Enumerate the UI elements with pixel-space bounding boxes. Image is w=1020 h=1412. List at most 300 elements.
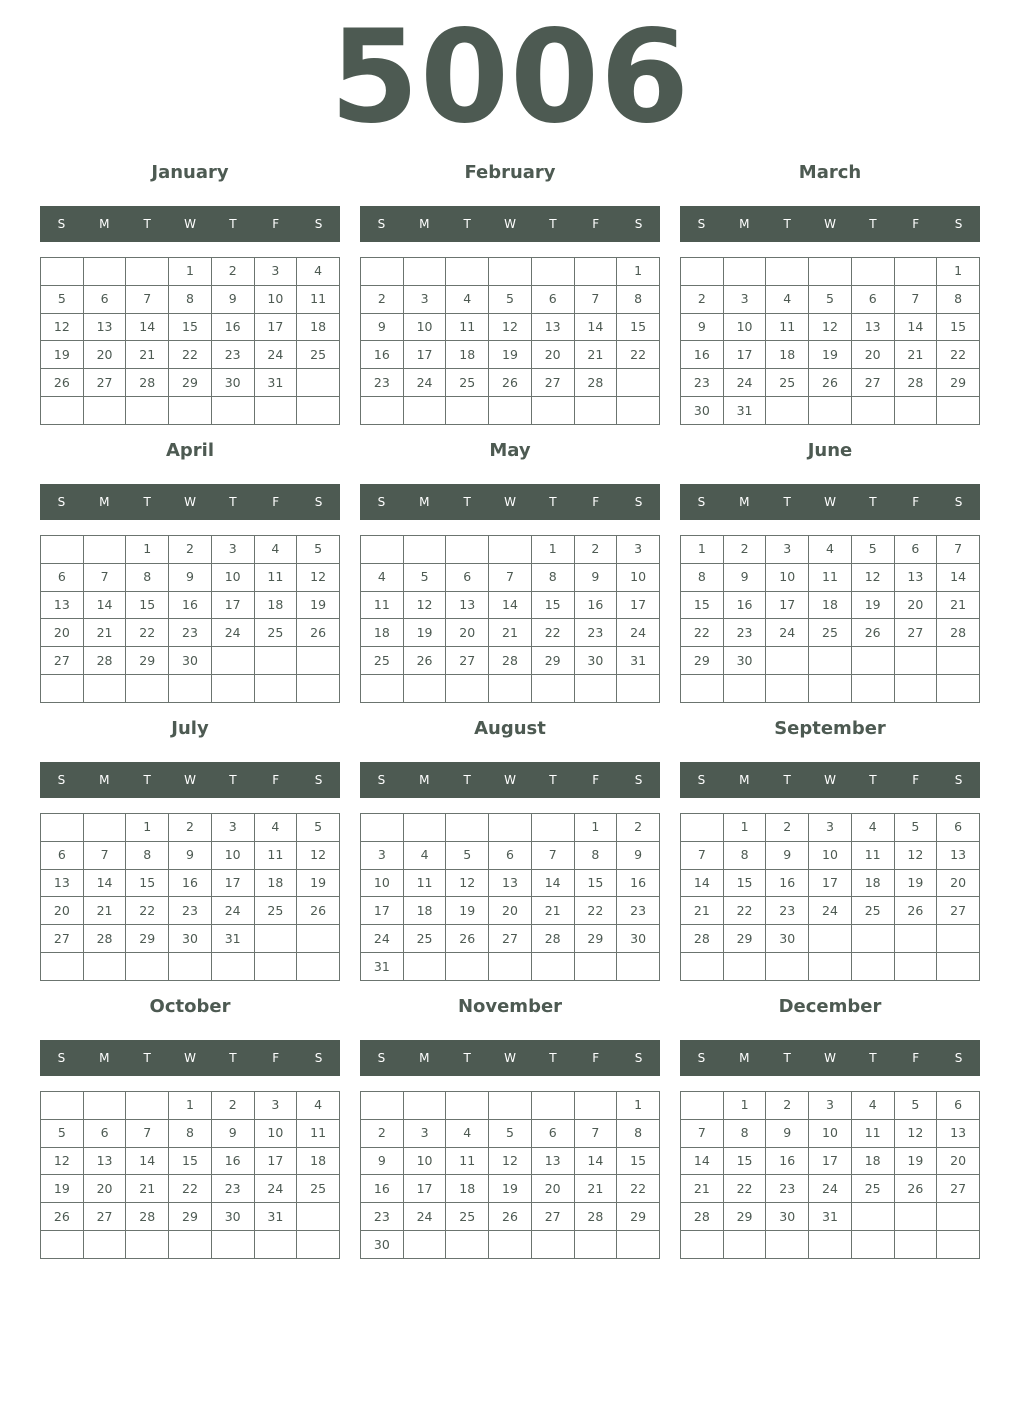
day-cell: 13: [851, 313, 894, 341]
day-cell: 24: [403, 369, 446, 397]
month-name: August: [474, 718, 546, 739]
day-cell: 16: [723, 591, 766, 619]
week-row: [361, 675, 660, 703]
week-row: [41, 591, 340, 619]
day-cell: 26: [894, 1175, 937, 1203]
day-cell: 6: [937, 1092, 980, 1120]
day-cell: 9: [766, 1119, 809, 1147]
day-cell: [211, 647, 254, 675]
day-cell: [83, 675, 126, 703]
day-cell: 12: [809, 313, 852, 341]
weekday-label: M: [739, 773, 750, 787]
week-row: [41, 258, 340, 286]
day-cell: [126, 675, 169, 703]
day-cell: 16: [766, 1147, 809, 1175]
week-row: [41, 1175, 340, 1203]
day-cell: 15: [617, 1147, 660, 1175]
day-cell: 27: [531, 369, 574, 397]
day-cell: [297, 647, 340, 675]
day-cell: [41, 397, 84, 425]
day-cell: 1: [531, 536, 574, 564]
day-cell: 19: [489, 1175, 532, 1203]
day-cell: [894, 1231, 937, 1259]
day-cell: 3: [403, 1119, 446, 1147]
day-cell: 14: [574, 1147, 617, 1175]
weekday-label: W: [184, 217, 196, 231]
day-cell: [617, 1231, 660, 1259]
day-cell: 25: [851, 897, 894, 925]
month-name: September: [774, 718, 886, 739]
day-cell: 3: [254, 1092, 297, 1120]
day-cell: 9: [617, 841, 660, 869]
day-cell: 14: [489, 591, 532, 619]
day-cell: 15: [531, 591, 574, 619]
day-cell: 31: [617, 647, 660, 675]
day-cell: [809, 1231, 852, 1259]
day-cell: 7: [574, 285, 617, 313]
day-cell: 7: [937, 536, 980, 564]
day-cell: 2: [574, 536, 617, 564]
day-cell: 22: [169, 341, 212, 369]
day-cell: 22: [126, 897, 169, 925]
day-cell: 25: [254, 619, 297, 647]
day-cell: [41, 814, 84, 842]
day-cell: 30: [574, 647, 617, 675]
day-cell: 13: [937, 841, 980, 869]
day-cell: 7: [894, 285, 937, 313]
day-cell: 6: [489, 841, 532, 869]
day-cell: 14: [83, 591, 126, 619]
day-cell: 8: [126, 563, 169, 591]
day-cell: [681, 814, 724, 842]
week-row: [361, 897, 660, 925]
day-cell: [361, 675, 404, 703]
weekday-label: S: [634, 495, 643, 509]
day-cell: [489, 258, 532, 286]
day-cell: 19: [894, 1147, 937, 1175]
day-cell: 26: [403, 647, 446, 675]
day-cell: 24: [211, 619, 254, 647]
day-cell: 20: [937, 1147, 980, 1175]
day-cell: [211, 397, 254, 425]
day-cell: 21: [83, 619, 126, 647]
day-cell: [766, 953, 809, 981]
weekday-label: T: [143, 1051, 151, 1065]
day-grid: [680, 813, 980, 981]
week-row: [681, 313, 980, 341]
week-row: [681, 591, 980, 619]
day-cell: 18: [297, 313, 340, 341]
day-cell: [489, 675, 532, 703]
day-cell: 23: [617, 897, 660, 925]
week-row: [681, 1203, 980, 1231]
day-cell: 11: [403, 869, 446, 897]
weekday-label: T: [463, 217, 471, 231]
day-cell: 25: [446, 369, 489, 397]
weekday-label: T: [463, 773, 471, 787]
day-cell: [297, 925, 340, 953]
day-cell: 16: [766, 869, 809, 897]
day-cell: [446, 814, 489, 842]
day-grid: [40, 1091, 340, 1259]
weekday-label: M: [99, 495, 110, 509]
day-cell: 17: [211, 591, 254, 619]
week-row: [361, 953, 660, 981]
week-row: [681, 1231, 980, 1259]
day-cell: 22: [126, 619, 169, 647]
day-cell: 9: [361, 1147, 404, 1175]
weekday-label: T: [229, 495, 237, 509]
day-cell: 27: [446, 647, 489, 675]
day-cell: 2: [766, 1092, 809, 1120]
day-cell: [851, 953, 894, 981]
day-cell: 5: [489, 1119, 532, 1147]
day-cell: 2: [169, 814, 212, 842]
day-cell: [211, 675, 254, 703]
day-cell: [211, 953, 254, 981]
day-cell: [809, 258, 852, 286]
week-row: [41, 563, 340, 591]
day-cell: 4: [297, 258, 340, 286]
week-row: [681, 563, 980, 591]
day-cell: 8: [531, 563, 574, 591]
weekday-label: S: [57, 773, 66, 787]
day-cell: 28: [489, 647, 532, 675]
day-cell: 10: [211, 563, 254, 591]
day-cell: 8: [126, 841, 169, 869]
weekday-label: S: [697, 217, 706, 231]
day-cell: [169, 397, 212, 425]
day-cell: 4: [446, 285, 489, 313]
day-cell: 29: [574, 925, 617, 953]
day-cell: 7: [126, 285, 169, 313]
day-cell: 29: [169, 1203, 212, 1231]
day-cell: 4: [254, 536, 297, 564]
day-cell: 24: [766, 619, 809, 647]
day-cell: [41, 536, 84, 564]
day-cell: [403, 1231, 446, 1259]
week-row: [361, 814, 660, 842]
day-cell: 11: [254, 841, 297, 869]
day-cell: 13: [41, 869, 84, 897]
day-cell: [766, 258, 809, 286]
week-row: [681, 397, 980, 425]
day-cell: 11: [297, 285, 340, 313]
month-name: July: [171, 718, 209, 739]
day-cell: [297, 1231, 340, 1259]
weekday-label: S: [954, 495, 963, 509]
week-row: [41, 841, 340, 869]
day-cell: [531, 397, 574, 425]
day-cell: [489, 536, 532, 564]
weekday-label: S: [57, 1051, 66, 1065]
day-cell: 18: [851, 1147, 894, 1175]
week-row: [681, 675, 980, 703]
day-cell: [681, 953, 724, 981]
day-cell: 6: [531, 1119, 574, 1147]
weekday-label: S: [954, 1051, 963, 1065]
day-cell: 19: [489, 341, 532, 369]
day-cell: 8: [169, 285, 212, 313]
day-cell: 21: [894, 341, 937, 369]
weekday-header: [40, 206, 340, 242]
day-cell: 24: [254, 341, 297, 369]
week-row: [361, 341, 660, 369]
weekday-label: W: [504, 495, 516, 509]
day-cell: 23: [766, 1175, 809, 1203]
day-cell: 21: [937, 591, 980, 619]
month-name: November: [457, 996, 563, 1017]
day-cell: 23: [574, 619, 617, 647]
day-cell: 10: [254, 285, 297, 313]
day-cell: 26: [851, 619, 894, 647]
day-cell: [361, 814, 404, 842]
day-cell: 1: [723, 1092, 766, 1120]
day-grid: [360, 535, 660, 703]
day-cell: 25: [809, 619, 852, 647]
day-cell: [937, 647, 980, 675]
day-cell: 31: [254, 1203, 297, 1231]
week-row: [681, 1092, 980, 1120]
day-cell: 27: [83, 369, 126, 397]
day-cell: [809, 925, 852, 953]
day-cell: 3: [723, 285, 766, 313]
day-cell: [809, 397, 852, 425]
day-cell: 19: [851, 591, 894, 619]
weekday-label: T: [463, 495, 471, 509]
day-cell: 21: [126, 1175, 169, 1203]
weekday-header: [40, 1040, 340, 1076]
weekday-label: T: [229, 217, 237, 231]
weekday-label: T: [783, 217, 791, 231]
day-grid: [40, 535, 340, 703]
day-grid: [680, 1091, 980, 1259]
day-cell: 14: [126, 313, 169, 341]
weekday-label: F: [592, 495, 600, 509]
month-name: January: [151, 162, 229, 183]
day-cell: 2: [361, 1119, 404, 1147]
day-cell: 21: [574, 1175, 617, 1203]
day-cell: 14: [531, 869, 574, 897]
day-cell: [894, 675, 937, 703]
day-cell: [297, 1203, 340, 1231]
week-row: [361, 313, 660, 341]
week-row: [681, 1175, 980, 1203]
day-cell: 7: [574, 1119, 617, 1147]
day-cell: 3: [211, 536, 254, 564]
week-row: [41, 341, 340, 369]
day-cell: 2: [211, 258, 254, 286]
day-cell: 11: [446, 1147, 489, 1175]
day-cell: 1: [723, 814, 766, 842]
day-cell: [809, 675, 852, 703]
day-cell: 19: [41, 1175, 84, 1203]
week-row: [361, 536, 660, 564]
day-cell: 29: [169, 369, 212, 397]
week-row: [681, 897, 980, 925]
day-cell: [446, 1092, 489, 1120]
weekday-label: T: [869, 217, 877, 231]
day-cell: [894, 258, 937, 286]
day-cell: 11: [446, 313, 489, 341]
day-cell: 15: [574, 869, 617, 897]
weekday-header: [360, 762, 660, 798]
day-cell: 13: [894, 563, 937, 591]
day-cell: 21: [681, 897, 724, 925]
day-cell: 26: [894, 897, 937, 925]
day-cell: 16: [169, 591, 212, 619]
month-name: December: [778, 996, 882, 1017]
day-cell: 13: [531, 1147, 574, 1175]
day-cell: 9: [361, 313, 404, 341]
day-cell: 12: [894, 841, 937, 869]
day-cell: 30: [766, 1203, 809, 1231]
day-cell: 4: [809, 536, 852, 564]
day-cell: [254, 675, 297, 703]
day-cell: 10: [211, 841, 254, 869]
day-cell: 6: [851, 285, 894, 313]
day-cell: 27: [531, 1203, 574, 1231]
day-cell: 26: [297, 897, 340, 925]
weekday-label: W: [184, 1051, 196, 1065]
day-cell: [766, 1231, 809, 1259]
day-cell: 29: [937, 369, 980, 397]
week-row: [361, 841, 660, 869]
day-cell: [617, 953, 660, 981]
day-cell: 29: [681, 647, 724, 675]
week-row: [41, 1092, 340, 1120]
day-cell: 4: [297, 1092, 340, 1120]
week-row: [681, 925, 980, 953]
day-cell: 12: [297, 563, 340, 591]
day-cell: 5: [41, 285, 84, 313]
day-cell: 9: [169, 841, 212, 869]
day-cell: 4: [361, 563, 404, 591]
day-cell: 12: [489, 1147, 532, 1175]
day-cell: 12: [894, 1119, 937, 1147]
day-cell: 15: [937, 313, 980, 341]
day-cell: 30: [169, 925, 212, 953]
week-row: [361, 1119, 660, 1147]
day-cell: [169, 953, 212, 981]
weekday-header: [40, 762, 340, 798]
day-cell: [403, 953, 446, 981]
day-cell: 11: [254, 563, 297, 591]
weekday-label: F: [912, 1051, 920, 1065]
weekday-label: T: [869, 773, 877, 787]
week-row: [681, 869, 980, 897]
weekday-label: S: [314, 773, 323, 787]
weekday-label: S: [954, 217, 963, 231]
day-cell: 12: [403, 591, 446, 619]
weekday-header: [40, 484, 340, 520]
day-cell: [403, 814, 446, 842]
day-cell: [851, 1203, 894, 1231]
weekday-label: M: [739, 1051, 750, 1065]
week-row: [681, 1147, 980, 1175]
day-cell: 7: [681, 1119, 724, 1147]
week-row: [361, 619, 660, 647]
day-cell: 9: [723, 563, 766, 591]
day-cell: 4: [403, 841, 446, 869]
day-cell: 28: [574, 1203, 617, 1231]
day-cell: [297, 369, 340, 397]
weekday-label: F: [592, 773, 600, 787]
day-cell: 9: [766, 841, 809, 869]
day-cell: 30: [766, 925, 809, 953]
day-cell: 18: [297, 1147, 340, 1175]
day-cell: 24: [809, 897, 852, 925]
day-cell: [851, 397, 894, 425]
day-cell: 2: [617, 814, 660, 842]
weekday-label: S: [314, 1051, 323, 1065]
day-cell: 20: [41, 897, 84, 925]
day-cell: 18: [809, 591, 852, 619]
day-cell: 20: [41, 619, 84, 647]
day-cell: 28: [937, 619, 980, 647]
weekday-label: T: [783, 495, 791, 509]
day-cell: 31: [723, 397, 766, 425]
weekday-label: M: [419, 1051, 430, 1065]
day-cell: [254, 1231, 297, 1259]
day-cell: [297, 953, 340, 981]
week-row: [681, 258, 980, 286]
day-cell: [41, 1092, 84, 1120]
day-cell: [531, 1231, 574, 1259]
weekday-label: T: [143, 217, 151, 231]
weekday-label: T: [143, 773, 151, 787]
day-cell: 13: [489, 869, 532, 897]
day-cell: 1: [681, 536, 724, 564]
weekday-header: [360, 1040, 660, 1076]
day-cell: [126, 258, 169, 286]
weekday-label: F: [912, 217, 920, 231]
day-cell: 29: [723, 1203, 766, 1231]
day-grid: [360, 257, 660, 425]
week-row: [361, 1147, 660, 1175]
day-cell: [851, 1231, 894, 1259]
day-cell: 8: [937, 285, 980, 313]
day-cell: [254, 953, 297, 981]
day-cell: 5: [894, 1092, 937, 1120]
day-cell: 10: [254, 1119, 297, 1147]
weekday-label: T: [229, 773, 237, 787]
day-cell: 30: [361, 1231, 404, 1259]
day-cell: 30: [169, 647, 212, 675]
day-cell: 6: [894, 536, 937, 564]
day-cell: 24: [403, 1203, 446, 1231]
day-cell: 29: [531, 647, 574, 675]
month-name: April: [165, 440, 215, 461]
day-cell: [83, 397, 126, 425]
day-cell: [41, 1231, 84, 1259]
day-cell: 6: [446, 563, 489, 591]
weekday-label: M: [419, 773, 430, 787]
day-cell: 27: [489, 925, 532, 953]
week-row: [681, 369, 980, 397]
weekday-label: T: [549, 1051, 557, 1065]
day-cell: 10: [403, 313, 446, 341]
day-cell: [361, 397, 404, 425]
week-row: [361, 647, 660, 675]
day-cell: [361, 1092, 404, 1120]
day-cell: 10: [766, 563, 809, 591]
day-cell: 25: [254, 897, 297, 925]
week-row: [361, 1175, 660, 1203]
weekday-label: W: [824, 217, 836, 231]
day-cell: [254, 925, 297, 953]
month-name: June: [807, 440, 853, 461]
